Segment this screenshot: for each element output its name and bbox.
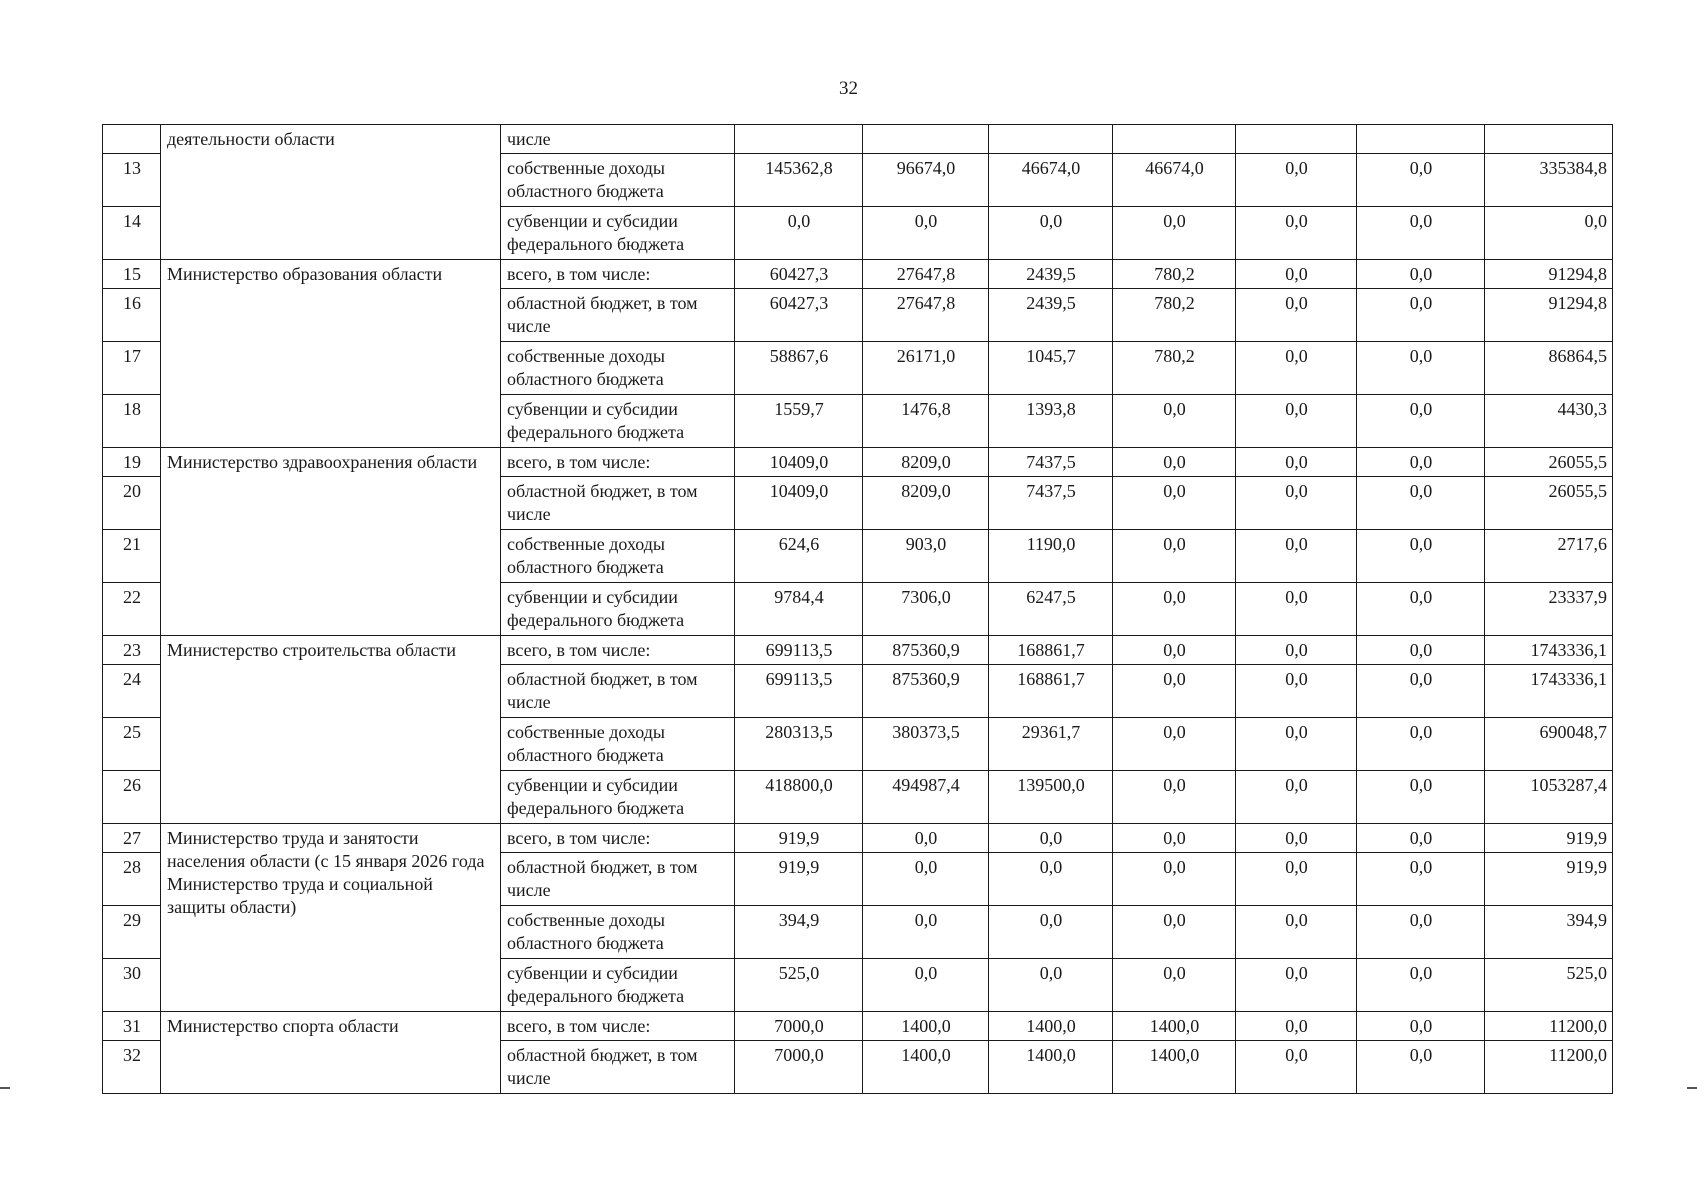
funding-source: всего, в том числе:: [501, 260, 735, 289]
year-value: 875360,9: [863, 636, 989, 665]
year-value: 145362,8: [735, 154, 863, 207]
year-value: 1400,0: [863, 1041, 989, 1094]
table-row: [103, 1012, 1613, 1041]
year-value: 0,0: [1113, 636, 1236, 665]
organization-name: Министерство образования области: [161, 260, 501, 448]
year-value: [989, 125, 1113, 154]
organization-name: деятельности области: [161, 125, 501, 260]
row-number: [103, 125, 161, 154]
year-value: 0,0: [1236, 260, 1357, 289]
row-number: 26: [103, 771, 161, 824]
year-value: 0,0: [1236, 477, 1357, 530]
year-value: 780,2: [1113, 342, 1236, 395]
year-value: 0,0: [863, 959, 989, 1012]
year-value: 7306,0: [863, 583, 989, 636]
year-value: 0,0: [989, 906, 1113, 959]
year-value: 0,0: [1113, 824, 1236, 853]
year-value: 0,0: [1236, 959, 1357, 1012]
funding-source: областной бюджет, в том числе: [501, 853, 735, 906]
row-number: 20: [103, 477, 161, 530]
year-value: 0,0: [1113, 853, 1236, 906]
year-value: 0,0: [1236, 448, 1357, 477]
total-value: 394,9: [1485, 906, 1613, 959]
total-value: 690048,7: [1485, 718, 1613, 771]
year-value: 8209,0: [863, 477, 989, 530]
total-value: 525,0: [1485, 959, 1613, 1012]
year-value: 0,0: [1357, 718, 1485, 771]
funding-source: субвенции и субсидии федерального бюджета: [501, 771, 735, 824]
funding-source: субвенции и субсидии федерального бюджета: [501, 959, 735, 1012]
year-value: 0,0: [1357, 1012, 1485, 1041]
total-value: 1743336,1: [1485, 665, 1613, 718]
year-value: 0,0: [1113, 477, 1236, 530]
table-row: [103, 824, 1613, 853]
year-value: [1236, 125, 1357, 154]
row-number: 24: [103, 665, 161, 718]
year-value: 0,0: [1113, 718, 1236, 771]
year-value: 96674,0: [863, 154, 989, 207]
year-value: 699113,5: [735, 636, 863, 665]
year-value: 0,0: [1113, 771, 1236, 824]
funding-source: областной бюджет, в том числе: [501, 1041, 735, 1094]
row-number: 13: [103, 154, 161, 207]
year-value: 0,0: [989, 824, 1113, 853]
year-value: 0,0: [1357, 395, 1485, 448]
row-number: 28: [103, 853, 161, 906]
funding-source: собственные доходы областного бюджета: [501, 154, 735, 207]
year-value: 9784,4: [735, 583, 863, 636]
total-value: 11200,0: [1485, 1041, 1613, 1094]
year-value: 46674,0: [989, 154, 1113, 207]
organization-name: Министерство здравоохранения области: [161, 448, 501, 636]
year-value: 0,0: [1357, 824, 1485, 853]
year-value: 919,9: [735, 853, 863, 906]
year-value: 7437,5: [989, 448, 1113, 477]
year-value: 0,0: [1357, 342, 1485, 395]
year-value: 0,0: [1236, 342, 1357, 395]
row-number: 27: [103, 824, 161, 853]
year-value: 0,0: [1113, 665, 1236, 718]
year-value: 168861,7: [989, 636, 1113, 665]
total-value: 1053287,4: [1485, 771, 1613, 824]
year-value: 1400,0: [863, 1012, 989, 1041]
total-value: 91294,8: [1485, 289, 1613, 342]
organization-name: Министерство спорта области: [161, 1012, 501, 1094]
year-value: 1400,0: [989, 1012, 1113, 1041]
funding-source: субвенции и субсидии федерального бюджета: [501, 395, 735, 448]
year-value: 0,0: [1236, 207, 1357, 260]
year-value: 0,0: [989, 207, 1113, 260]
year-value: 1400,0: [989, 1041, 1113, 1094]
year-value: 0,0: [1236, 665, 1357, 718]
year-value: 0,0: [1113, 395, 1236, 448]
year-value: 394,9: [735, 906, 863, 959]
left-edge-mark: [0, 1087, 10, 1089]
year-value: [863, 125, 989, 154]
table-row: [103, 260, 1613, 289]
year-value: 1559,7: [735, 395, 863, 448]
year-value: 7437,5: [989, 477, 1113, 530]
row-number: 22: [103, 583, 161, 636]
funding-source: числе: [501, 125, 735, 154]
table-row: [103, 448, 1613, 477]
year-value: 1476,8: [863, 395, 989, 448]
year-value: 0,0: [1113, 959, 1236, 1012]
year-value: 7000,0: [735, 1041, 863, 1094]
year-value: 418800,0: [735, 771, 863, 824]
year-value: 0,0: [1357, 1041, 1485, 1094]
total-value: 4430,3: [1485, 395, 1613, 448]
year-value: 60427,3: [735, 260, 863, 289]
row-number: 14: [103, 207, 161, 260]
total-value: 26055,5: [1485, 448, 1613, 477]
year-value: 0,0: [1236, 395, 1357, 448]
year-value: 0,0: [863, 824, 989, 853]
year-value: 0,0: [1236, 853, 1357, 906]
year-value: 0,0: [1236, 771, 1357, 824]
funding-source: областной бюджет, в том числе: [501, 289, 735, 342]
total-value: 11200,0: [1485, 1012, 1613, 1041]
year-value: 624,6: [735, 530, 863, 583]
year-value: 0,0: [989, 959, 1113, 1012]
year-value: 2439,5: [989, 260, 1113, 289]
year-value: 0,0: [1113, 906, 1236, 959]
year-value: 0,0: [989, 853, 1113, 906]
year-value: 10409,0: [735, 448, 863, 477]
table-row: [103, 636, 1613, 665]
year-value: 0,0: [1357, 583, 1485, 636]
year-value: 494987,4: [863, 771, 989, 824]
year-value: 27647,8: [863, 289, 989, 342]
year-value: 1393,8: [989, 395, 1113, 448]
year-value: 0,0: [1357, 959, 1485, 1012]
year-value: 0,0: [1113, 583, 1236, 636]
year-value: 1400,0: [1113, 1012, 1236, 1041]
year-value: 0,0: [1357, 665, 1485, 718]
year-value: 0,0: [1357, 771, 1485, 824]
funding-source: всего, в том числе:: [501, 448, 735, 477]
funding-source: собственные доходы областного бюджета: [501, 530, 735, 583]
year-value: 0,0: [1357, 289, 1485, 342]
total-value: 2717,6: [1485, 530, 1613, 583]
year-value: 0,0: [1113, 448, 1236, 477]
year-value: 0,0: [1357, 154, 1485, 207]
year-value: 0,0: [1113, 530, 1236, 583]
funding-source: всего, в том числе:: [501, 1012, 735, 1041]
year-value: 0,0: [1357, 207, 1485, 260]
year-value: 525,0: [735, 959, 863, 1012]
budget-table: [102, 124, 1613, 1094]
row-number: 23: [103, 636, 161, 665]
year-value: [735, 125, 863, 154]
year-value: 699113,5: [735, 665, 863, 718]
right-edge-mark: [1687, 1087, 1697, 1089]
row-number: 18: [103, 395, 161, 448]
year-value: 0,0: [1357, 448, 1485, 477]
year-value: 280313,5: [735, 718, 863, 771]
year-value: 60427,3: [735, 289, 863, 342]
year-value: 380373,5: [863, 718, 989, 771]
row-number: 32: [103, 1041, 161, 1094]
row-number: 29: [103, 906, 161, 959]
year-value: 0,0: [1357, 636, 1485, 665]
year-value: 1190,0: [989, 530, 1113, 583]
funding-source: всего, в том числе:: [501, 636, 735, 665]
total-value: 1743336,1: [1485, 636, 1613, 665]
year-value: 780,2: [1113, 289, 1236, 342]
total-value: 335384,8: [1485, 154, 1613, 207]
year-value: 0,0: [1357, 477, 1485, 530]
year-value: 0,0: [1357, 906, 1485, 959]
year-value: 0,0: [1236, 154, 1357, 207]
total-value: [1485, 125, 1613, 154]
year-value: 29361,7: [989, 718, 1113, 771]
funding-source: субвенции и субсидии федерального бюджета: [501, 583, 735, 636]
year-value: 0,0: [1236, 1012, 1357, 1041]
total-value: 919,9: [1485, 824, 1613, 853]
year-value: 58867,6: [735, 342, 863, 395]
year-value: 0,0: [1236, 289, 1357, 342]
year-value: 46674,0: [1113, 154, 1236, 207]
year-value: 139500,0: [989, 771, 1113, 824]
funding-source: собственные доходы областного бюджета: [501, 342, 735, 395]
row-number: 31: [103, 1012, 161, 1041]
year-value: 0,0: [1236, 906, 1357, 959]
total-value: 0,0: [1485, 207, 1613, 260]
year-value: 780,2: [1113, 260, 1236, 289]
year-value: 903,0: [863, 530, 989, 583]
table-row: [103, 125, 1613, 154]
year-value: 0,0: [1113, 207, 1236, 260]
row-number: 21: [103, 530, 161, 583]
total-value: 23337,9: [1485, 583, 1613, 636]
funding-source: субвенции и субсидии федерального бюджета: [501, 207, 735, 260]
table-body: [103, 125, 1613, 1094]
page-number: 32: [839, 78, 858, 99]
year-value: 26171,0: [863, 342, 989, 395]
year-value: 0,0: [863, 906, 989, 959]
row-number: 16: [103, 289, 161, 342]
year-value: 2439,5: [989, 289, 1113, 342]
row-number: 17: [103, 342, 161, 395]
year-value: 919,9: [735, 824, 863, 853]
year-value: 7000,0: [735, 1012, 863, 1041]
year-value: 0,0: [1236, 718, 1357, 771]
funding-source: собственные доходы областного бюджета: [501, 718, 735, 771]
year-value: 0,0: [1236, 530, 1357, 583]
row-number: 25: [103, 718, 161, 771]
organization-name: Министерство строительства области: [161, 636, 501, 824]
year-value: 27647,8: [863, 260, 989, 289]
year-value: 1400,0: [1113, 1041, 1236, 1094]
year-value: 0,0: [735, 207, 863, 260]
year-value: 10409,0: [735, 477, 863, 530]
year-value: 0,0: [1357, 530, 1485, 583]
year-value: 0,0: [863, 207, 989, 260]
year-value: 0,0: [1236, 636, 1357, 665]
year-value: 8209,0: [863, 448, 989, 477]
year-value: 0,0: [1357, 260, 1485, 289]
total-value: 919,9: [1485, 853, 1613, 906]
year-value: 875360,9: [863, 665, 989, 718]
year-value: 0,0: [1357, 853, 1485, 906]
year-value: 0,0: [863, 853, 989, 906]
row-number: 30: [103, 959, 161, 1012]
row-number: 15: [103, 260, 161, 289]
year-value: 168861,7: [989, 665, 1113, 718]
organization-name: Министерство труда и занятости населения области (с 15 января 2026 года Министерство труда и социальной защиты области): [161, 824, 501, 1012]
year-value: 0,0: [1236, 1041, 1357, 1094]
row-number: 19: [103, 448, 161, 477]
year-value: 0,0: [1236, 824, 1357, 853]
total-value: 86864,5: [1485, 342, 1613, 395]
funding-source: собственные доходы областного бюджета: [501, 906, 735, 959]
year-value: [1357, 125, 1485, 154]
funding-source: областной бюджет, в том числе: [501, 477, 735, 530]
year-value: 6247,5: [989, 583, 1113, 636]
year-value: 0,0: [1236, 583, 1357, 636]
total-value: 26055,5: [1485, 477, 1613, 530]
funding-source: областной бюджет, в том числе: [501, 665, 735, 718]
total-value: 91294,8: [1485, 260, 1613, 289]
year-value: 1045,7: [989, 342, 1113, 395]
year-value: [1113, 125, 1236, 154]
funding-source: всего, в том числе:: [501, 824, 735, 853]
